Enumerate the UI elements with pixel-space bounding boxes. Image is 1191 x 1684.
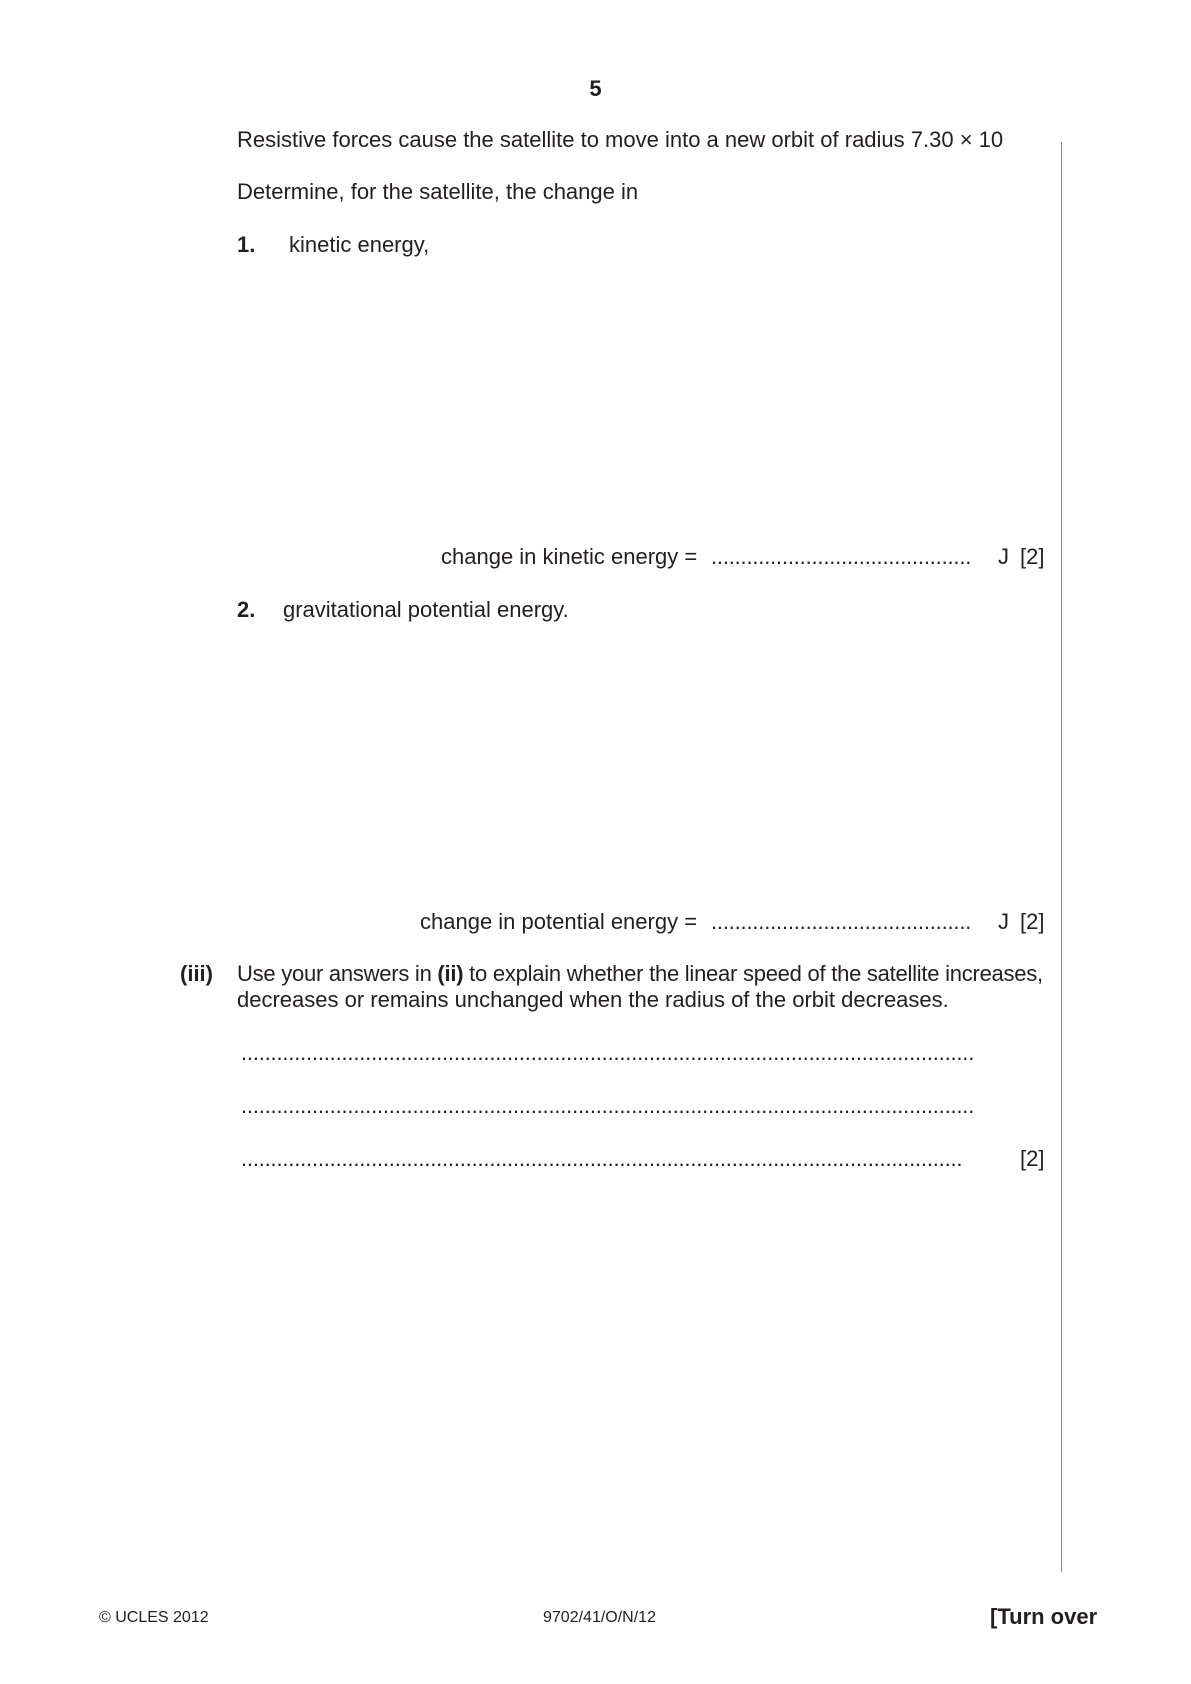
- footer-copyright: © UCLES 2012: [99, 1609, 209, 1626]
- part1-number: 1.: [237, 232, 256, 257]
- part1-unit: J: [998, 544, 1009, 569]
- part3-answer-line-2[interactable]: ............................................................................................................................: [241, 1093, 975, 1118]
- part1-marks: [2]: [1020, 544, 1045, 569]
- part2-number: 2.: [237, 597, 256, 622]
- part3-answer-line-3[interactable]: ..........................................................................................................................: [241, 1146, 963, 1171]
- part3-text-after: to explain whether the linear speed of the satellite increases,: [463, 961, 1043, 986]
- part3-answer-line-1[interactable]: ............................................................................................................................: [241, 1040, 975, 1065]
- part2-text: gravitational potential energy.: [283, 597, 569, 622]
- question-intro: Resistive forces cause the satellite to move into a new orbit of radius 7.30 × 10: [237, 127, 1004, 152]
- determine-instruction: Determine, for the satellite, the change in: [237, 179, 639, 204]
- part3-label: (iii): [180, 961, 213, 986]
- part1-answer-label: change in kinetic energy =: [441, 544, 698, 569]
- page-number: 5: [589, 76, 602, 101]
- part3-text-before: Use your answers in: [237, 961, 438, 986]
- part3-text-line2: decreases or remains unchanged when the radius of the orbit decreases.: [237, 987, 949, 1012]
- part3-text-line1: [237, 961, 1043, 987]
- turn-over: [Turn over: [990, 1604, 1098, 1629]
- part2-answer-field[interactable]: ............................................: [711, 909, 972, 934]
- margin-line: [1061, 142, 1062, 1572]
- part2-unit: J: [998, 909, 1009, 934]
- part3-text-bold: (ii): [437, 961, 464, 986]
- part2-answer-label: change in potential energy =: [420, 909, 698, 934]
- part2-marks: [2]: [1020, 909, 1045, 934]
- part3-marks: [2]: [1020, 1146, 1045, 1171]
- part1-text: kinetic energy,: [289, 232, 430, 257]
- part1-answer-field[interactable]: ............................................: [711, 544, 972, 569]
- footer-code: 9702/41/O/N/12: [543, 1609, 656, 1626]
